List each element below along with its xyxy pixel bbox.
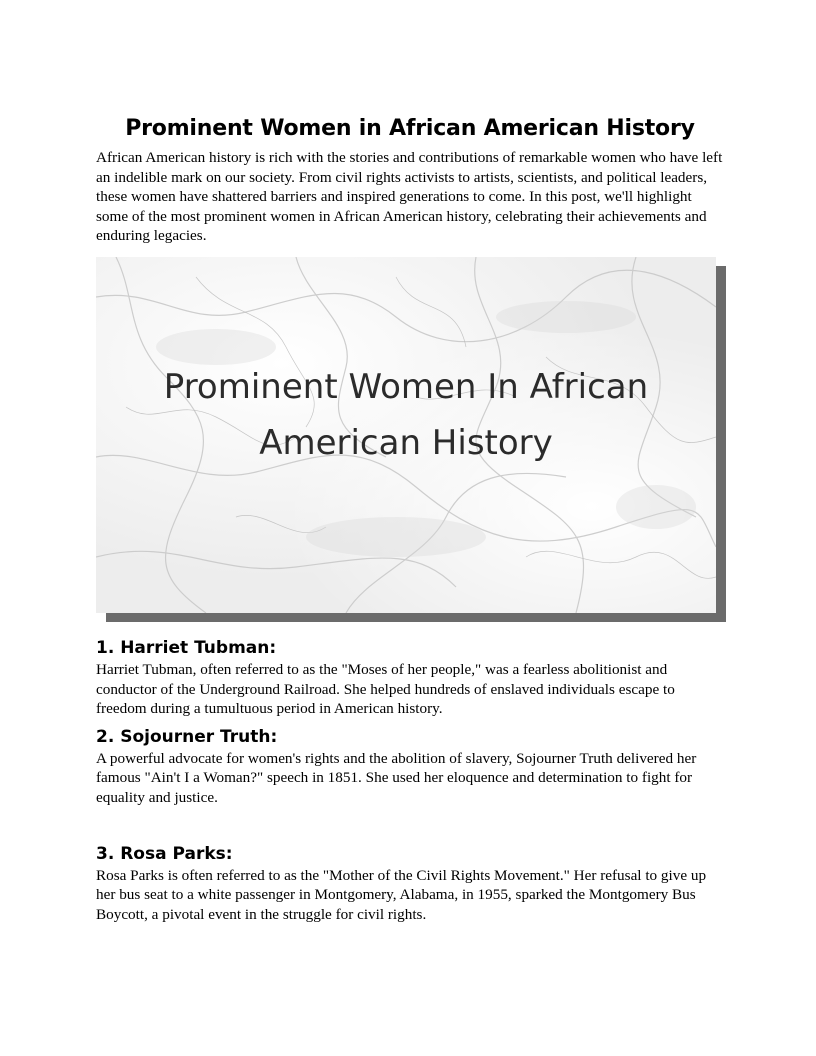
hero-caption-line-2: American History [259,422,553,463]
hero-image-caption [96,359,716,471]
document-page [96,112,724,924]
section-heading-rosa-parks: 3. Rosa Parks: [96,843,233,864]
page-title: Prominent Women in African American History [125,116,695,141]
hero-caption-line-1: Prominent Women In African [163,366,649,407]
intro-paragraph: African American history is rich with the stories and contributions of remarkable women who have left an indelible mark on our society. From civil rights activists to artists, scientists, and political leaders, these women have shattered barriers and inspired generations to come. In this post, we'll highlight some of the most prominent women in African American history, celebrating their achievements and enduring legacies. [96,149,723,245]
section-body-harriet-tubman: Harriet Tubman, often referred to as the "Moses of her people," was a fearless abolitionist and conductor of the Underground Railroad. She helped hundreds of enslaved individuals escape to freedom during a tumultuous period in American history. [96,660,675,718]
hero-image [96,257,716,613]
section-heading-sojourner-truth: 2. Sojourner Truth: [96,726,278,747]
section-heading-harriet-tubman: 1. Harriet Tubman: [96,637,277,658]
section-body-rosa-parks: Rosa Parks is often referred to as the "Mother of the Civil Rights Movement." Her refusal to give up her bus seat to a white passenger in Montgomery, Alabama, in 1955, sparked the Montgomery Bus Boycott, a pivotal event in the struggle for civil rights. [96,866,707,923]
hero-image-frame [96,257,726,622]
section-body-sojourner-truth: A powerful advocate for women's rights and the abolition of slavery, Sojourner Truth delivered her famous "Ain't I a Woman?" speech in 1851. She used her eloquence and determination to fight for equality and justice. [96,749,697,806]
